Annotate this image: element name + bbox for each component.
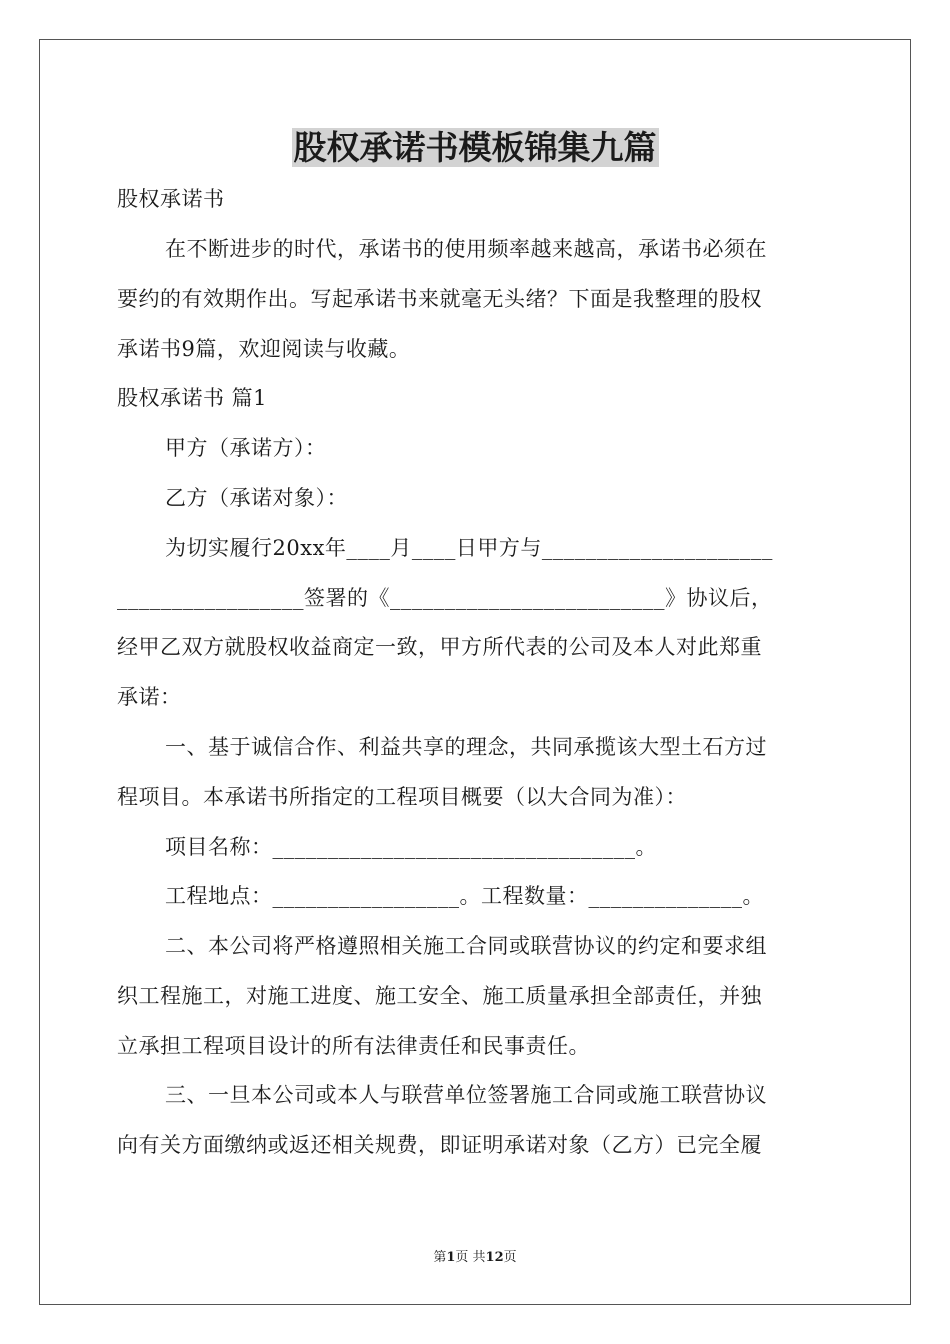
text-line-17: 织工程施工，对施工进度、施工安全、施工质量承担全部责任，并独 — [117, 984, 762, 1008]
text-line-20: 向有关方面缴纳或返还相关规费，即证明承诺对象（乙方）已完全履 — [117, 1133, 762, 1157]
document-title: 股权承诺书模板锦集九篇 — [293, 128, 657, 167]
text-line-4: 承诺书9篇，欢迎阅读与收藏。 — [117, 337, 411, 361]
page-footer — [0, 1246, 950, 1265]
footer-total-pages: 12 — [485, 1250, 504, 1265]
text-line-10: 经甲乙双方就股权收益商定一致，甲方所代表的公司及本人对此郑重 — [117, 635, 762, 659]
text-line-project-name: 项目名称：_________________________________。 — [165, 835, 657, 859]
footer-suffix: 页 — [503, 1250, 517, 1265]
text-line-8: 为切实履行20xx年____月____日甲方与_____________________ — [165, 536, 773, 560]
text-line-project-location: 工程地点：_________________。工程数量：______________。 — [165, 884, 764, 908]
section-heading-1: 股权承诺书 篇1 — [117, 386, 268, 410]
text-line-2: 在不断进步的时代，承诺书的使用频率越来越高，承诺书必须在 — [165, 237, 767, 261]
text-line-12: 一、基于诚信合作、利益共享的理念，共同承揽该大型土石方过 — [165, 735, 767, 759]
document-title-wrap — [0, 126, 950, 170]
text-line-11: 承诺： — [117, 685, 182, 709]
text-line-party-b: 乙方（承诺对象）： — [165, 486, 348, 510]
footer-current-page: 1 — [446, 1250, 456, 1265]
footer-mid: 页 共 — [455, 1250, 486, 1265]
text-line-party-a: 甲方（承诺方）： — [165, 436, 327, 460]
text-line-13: 程项目。本承诺书所指定的工程项目概要（以大合同为准）： — [117, 785, 687, 809]
text-line-3: 要约的有效期作出。写起承诺书来就毫无头绪？下面是我整理的股权 — [117, 287, 762, 311]
footer-prefix: 第 — [433, 1250, 447, 1265]
text-line-19: 三、一旦本公司或本人与联营单位签署施工合同或施工联营协议 — [165, 1083, 767, 1107]
text-line-1: 股权承诺书 — [117, 187, 225, 211]
page-border — [39, 39, 911, 1305]
text-line-18: 立承担工程项目设计的所有法律责任和民事责任。 — [117, 1034, 590, 1058]
text-line-16: 二、本公司将严格遵照相关施工合同或联营协议的约定和要求组 — [165, 934, 767, 958]
text-line-9: _________________签署的《_________________________》协议后， — [117, 586, 773, 610]
